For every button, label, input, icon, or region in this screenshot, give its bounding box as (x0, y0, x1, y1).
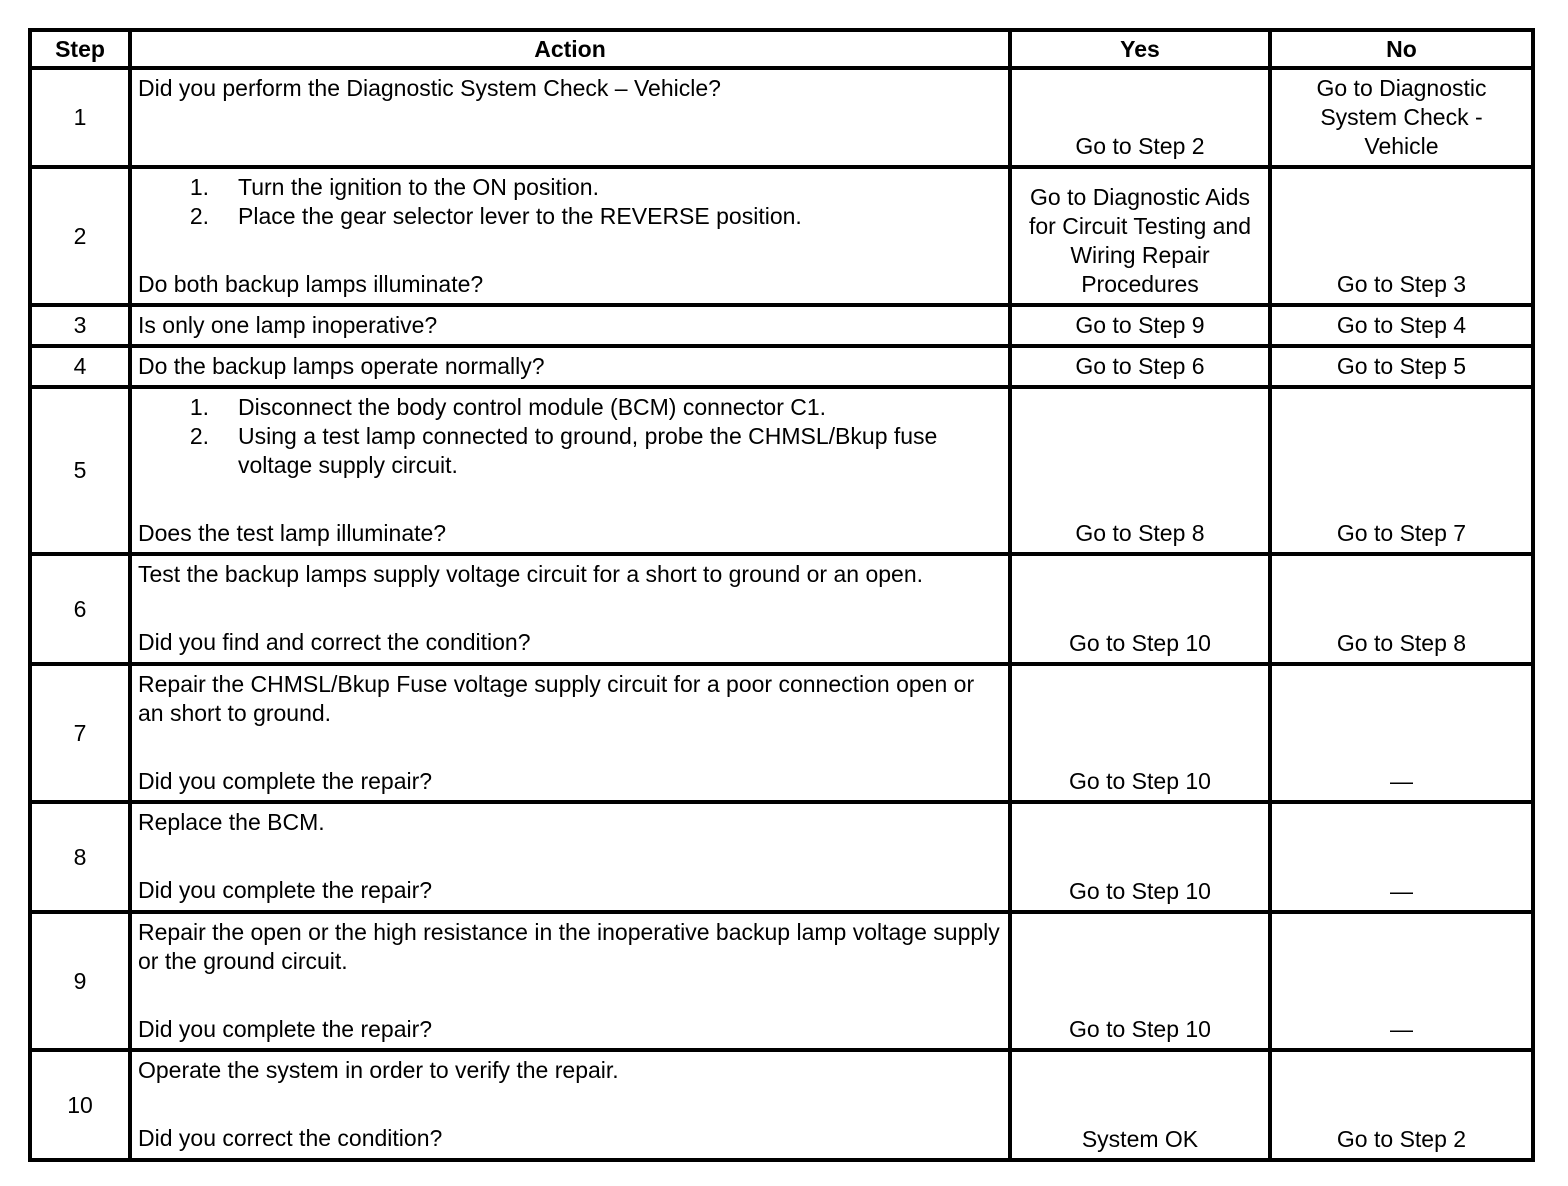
no-cell: Go to Diagnostic System Check - Vehicle (1270, 68, 1533, 167)
header-step: Step (30, 30, 130, 68)
substep-number: 1. (189, 174, 209, 200)
yes-cell: System OK (1010, 1050, 1270, 1160)
step-number: 5 (30, 387, 130, 554)
substep-number: 1. (189, 394, 209, 420)
table-row (30, 1050, 1533, 1160)
yes-cell: Go to Diagnostic Aids for Circuit Testing and Wiring Repair Procedures (1010, 167, 1270, 305)
table-row (30, 305, 1533, 346)
action-cell (130, 346, 1010, 387)
action-cell (130, 912, 1010, 1050)
substep-text: Place the gear selector lever to the REVERSE position. (238, 203, 802, 229)
action-cell (130, 802, 1010, 912)
yes-cell: Go to Step 9 (1010, 305, 1270, 346)
no-cell: — (1270, 664, 1533, 802)
substep-number: 2. (189, 203, 209, 229)
action-instruction: Test the backup lamps supply voltage circuit for a short to ground or an open. (138, 561, 923, 587)
table-row (30, 554, 1533, 664)
substep-list (138, 173, 1002, 231)
action-question: Did you find and correct the condition? (138, 629, 531, 655)
no-cell: Go to Step 3 (1270, 167, 1533, 305)
yes-cell: Go to Step 2 (1010, 68, 1270, 167)
table-row (30, 346, 1533, 387)
action-question: Did you complete the repair? (138, 1016, 433, 1042)
no-cell: Go to Step 4 (1270, 305, 1533, 346)
table-row (30, 802, 1533, 912)
action-cell (130, 554, 1010, 664)
action-cell (130, 167, 1010, 305)
substep-number: 2. (189, 423, 209, 449)
header-row (30, 30, 1533, 68)
action-cell (130, 305, 1010, 346)
action-cell (130, 1050, 1010, 1160)
yes-cell: Go to Step 10 (1010, 912, 1270, 1050)
no-cell: Go to Step 2 (1270, 1050, 1533, 1160)
action-question: Did you complete the repair? (138, 877, 433, 903)
step-number: 1 (30, 68, 130, 167)
yes-cell: Go to Step 10 (1010, 802, 1270, 912)
table-row (30, 387, 1533, 554)
table-row (30, 167, 1533, 305)
substep-text: Turn the ignition to the ON position. (238, 174, 599, 200)
action-instruction: Replace the BCM. (138, 809, 325, 835)
substep-item (138, 422, 1002, 480)
substep-list (138, 393, 1002, 480)
substep-text: Using a test lamp connected to ground, probe the CHMSL/Bkup fuse voltage supply circuit. (238, 423, 938, 478)
action-question: Did you complete the repair? (138, 768, 433, 794)
action-cell (130, 68, 1010, 167)
substep-item (138, 393, 1002, 422)
action-instruction: Repair the CHMSL/Bkup Fuse voltage supply circuit for a poor connection open or an short to ground. (138, 671, 975, 726)
step-number: 2 (30, 167, 130, 305)
step-number: 4 (30, 346, 130, 387)
action-question: Did you perform the Diagnostic System Check – Vehicle? (138, 75, 721, 101)
action-instruction: Operate the system in order to verify the repair. (138, 1057, 619, 1083)
action-instruction: Repair the open or the high resistance in the inoperative backup lamp voltage supply or the ground circuit. (138, 919, 1000, 974)
diagnostic-table (28, 28, 1535, 1162)
no-cell: — (1270, 912, 1533, 1050)
yes-cell: Go to Step 6 (1010, 346, 1270, 387)
step-number: 10 (30, 1050, 130, 1160)
yes-cell: Go to Step 10 (1010, 664, 1270, 802)
no-cell: Go to Step 7 (1270, 387, 1533, 554)
step-number: 7 (30, 664, 130, 802)
action-cell (130, 387, 1010, 554)
action-question: Does the test lamp illuminate? (138, 520, 447, 546)
yes-cell: Go to Step 10 (1010, 554, 1270, 664)
no-cell: Go to Step 8 (1270, 554, 1533, 664)
substep-item (138, 173, 1002, 202)
action-question: Is only one lamp inoperative? (138, 312, 438, 338)
action-question: Did you correct the condition? (138, 1125, 443, 1151)
no-cell: Go to Step 5 (1270, 346, 1533, 387)
substep-text: Disconnect the body control module (BCM) connector C1. (238, 394, 827, 420)
action-cell (130, 664, 1010, 802)
header-action: Action (130, 30, 1010, 68)
action-question: Do both backup lamps illuminate? (138, 271, 484, 297)
action-question: Do the backup lamps operate normally? (138, 353, 545, 379)
table-row (30, 664, 1533, 802)
step-number: 6 (30, 554, 130, 664)
step-number: 3 (30, 305, 130, 346)
table-row (30, 68, 1533, 167)
no-cell: — (1270, 802, 1533, 912)
substep-item (138, 202, 1002, 231)
step-number: 9 (30, 912, 130, 1050)
header-no: No (1270, 30, 1533, 68)
table-row (30, 912, 1533, 1050)
yes-cell: Go to Step 8 (1010, 387, 1270, 554)
header-yes: Yes (1010, 30, 1270, 68)
step-number: 8 (30, 802, 130, 912)
